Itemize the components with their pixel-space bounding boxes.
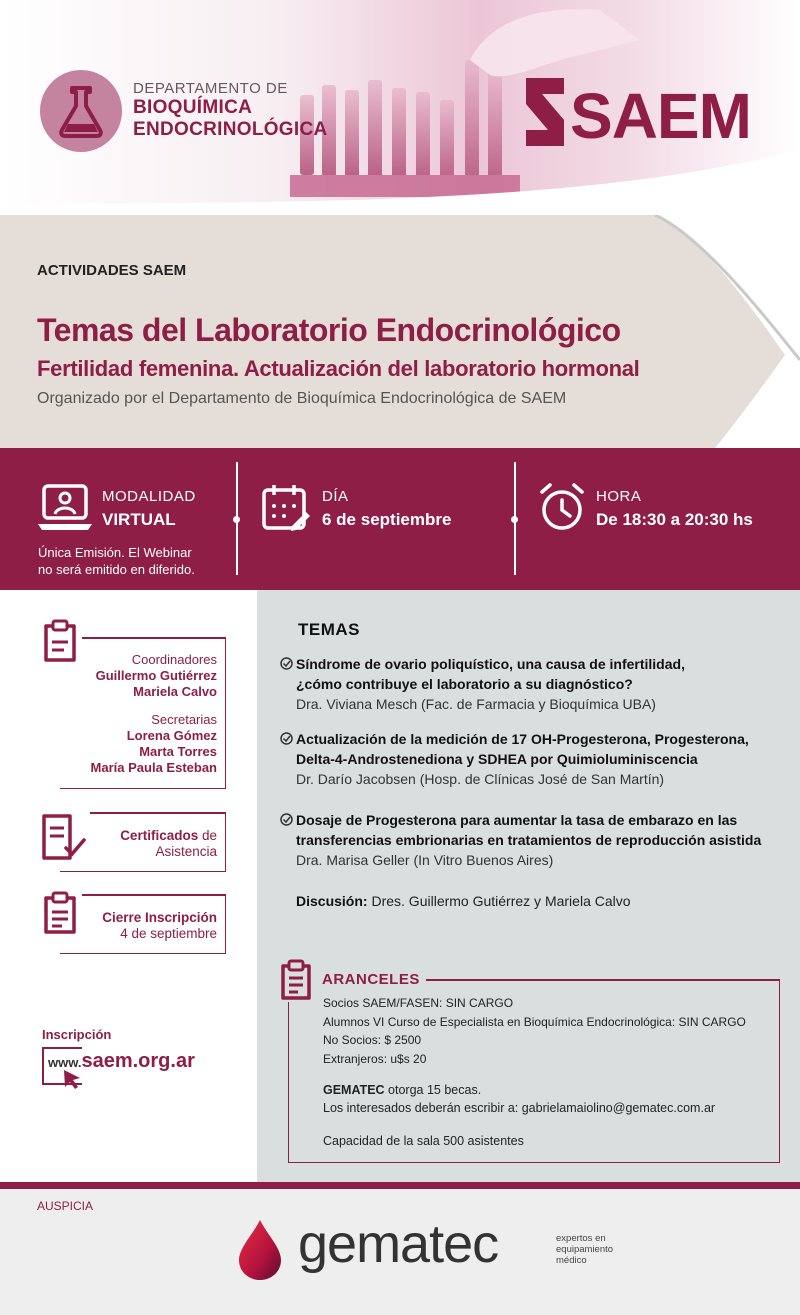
room-capacity: Capacidad de la sala 500 asistentes [323, 1134, 524, 1148]
check-circle-icon [280, 813, 293, 826]
divider-dot [511, 516, 518, 523]
topic-title: transferencias embrionarias en tratamientos de reproducción asistida [296, 832, 762, 848]
broadcast-note [38, 544, 195, 578]
scholarship-contact: Los interesados deberán escribir a: gabrielamaiolino@gematec.com.ar [323, 1101, 716, 1115]
dept-line3: ENDOCRINOLÓGICA [133, 119, 328, 140]
cursor-pointer-icon [62, 1068, 84, 1090]
secretary-name: Marta Torres [139, 744, 217, 759]
secretary-name: María Paula Esteban [90, 760, 217, 775]
topic-item [280, 729, 790, 789]
header-banner [0, 0, 800, 215]
modalidad-value: VIRTUAL [102, 510, 176, 529]
topics-title: TEMAS [298, 620, 360, 639]
certificate-text [40, 828, 217, 860]
check-circle-icon [280, 732, 293, 745]
page-subtitle: Fertilidad femenina. Actualización del laboratorio hormonal [37, 356, 640, 381]
sponsor-tagline [556, 1233, 613, 1266]
saem-s-mark-icon [520, 72, 570, 152]
coordinator-name: Mariela Calvo [133, 684, 217, 699]
hora-label: HORA [596, 488, 642, 505]
topic-item [280, 654, 790, 714]
sponsor-label: AUSPICIA [37, 1199, 94, 1213]
modalidad-label: MODALIDAD [102, 488, 196, 505]
tagline-line: médico [556, 1255, 587, 1266]
scholarship-line [323, 1083, 481, 1097]
coordinators-label: Coordinadores [131, 652, 217, 667]
fee-line: Extranjeros: u$s 20 [323, 1052, 427, 1066]
flask-icon [40, 70, 122, 152]
url-www: www. [48, 1055, 82, 1070]
topic-speaker: Dra. Marisa Geller (In Vitro Buenos Aires) [296, 852, 554, 868]
topic-item [280, 810, 790, 870]
deadline-text [40, 910, 217, 942]
saem-logo-text: SAEM [570, 80, 751, 152]
calendar-icon [262, 484, 310, 532]
topic-speaker: Dr. Darío Jacobsen (Hosp. de Clínicas José de San Martín) [296, 771, 665, 787]
dept-line1: DEPARTAMENTO DE [133, 80, 288, 97]
deadline-date: 4 de septiembre [120, 926, 217, 941]
hora-value: De 18:30 a 20:30 hs [596, 510, 753, 529]
topic-speaker: Dra. Viviana Mesch (Fac. de Farmacia y Bioquímica UBA) [296, 696, 656, 712]
discussion [296, 893, 631, 909]
fee-line: Alumnos VI Curso de Especialista en Bioquímica Endocrinológica: SIN CARGO [323, 1015, 746, 1029]
url-domain: saem.org.ar [81, 1050, 195, 1072]
secretary-name: Lorena Gómez [126, 728, 217, 743]
check-circle-icon [280, 657, 293, 670]
certificate-bold: Certificados [120, 828, 199, 843]
fees-top-line [425, 979, 780, 981]
event-info-bar [0, 448, 800, 590]
activities-label: ACTIVIDADES SAEM [37, 262, 187, 279]
laptop-user-icon [38, 484, 92, 530]
broadcast-note-line2: no será emitido en diferido. [38, 562, 195, 577]
topic-title: ¿cómo contribuye el laboratorio a su diagnóstico? [296, 676, 633, 692]
secretaries-label: Secretarias [151, 712, 217, 727]
registration-label: Inscripción [42, 1027, 112, 1042]
scholarship-text: otorga 15 becas. [384, 1083, 482, 1097]
footer-divider [0, 1182, 800, 1189]
certificate-rest: de [198, 828, 217, 843]
divider-dot [233, 516, 240, 523]
discussion-text: Dres. Guillermo Gutiérrez y Mariela Calvo [367, 893, 631, 909]
discussion-label: Discusión: [296, 893, 368, 909]
sponsor-logo-text: gematec [298, 1214, 499, 1274]
dept-logo-badge [40, 70, 122, 152]
topic-title: Actualización de la medición de 17 OH-Progesterona, Progesterona, [296, 731, 749, 747]
topic-title: Delta-4-Androstenediona y SDHEA por Quimioluminiscencia [296, 751, 698, 767]
organizers-text [40, 652, 217, 776]
broadcast-note-line1: Única Emisión. El Webinar [38, 545, 192, 560]
blood-drop-logo-icon [237, 1218, 283, 1282]
dept-name [133, 80, 328, 141]
topic-title: Síndrome de ovario poliquístico, una causa de infertilidad, [296, 656, 685, 672]
fees-title: ARANCELES [322, 971, 426, 988]
alarm-clock-icon [538, 482, 586, 532]
organizer-text: Organizado por el Departamento de Bioquímica Endocrinológica de SAEM [37, 390, 567, 407]
dept-line2: BIOQUÍMICA [133, 97, 253, 118]
tagline-line: expertos en [556, 1233, 606, 1244]
deadline-label: Cierre Inscripción [102, 910, 217, 925]
fee-line: No Socios: $ 2500 [323, 1033, 422, 1047]
page-title: Temas del Laboratorio Endocrinológico [37, 312, 621, 348]
coordinator-name: Guillermo Gutiérrez [95, 668, 217, 683]
tagline-line: equipamiento [556, 1244, 614, 1255]
certificate-line2: Asistencia [155, 844, 217, 859]
scholarship-sponsor: GEMATEC [323, 1083, 385, 1097]
dia-value: 6 de septiembre [322, 510, 452, 529]
topic-title: Dosaje de Progesterona para aumentar la tasa de embarazo en las [296, 812, 738, 828]
clipboard-list-icon [278, 958, 314, 1002]
fee-line: Socios SAEM/FASEN: SIN CARGO [323, 996, 514, 1010]
dia-label: DÍA [322, 488, 349, 505]
